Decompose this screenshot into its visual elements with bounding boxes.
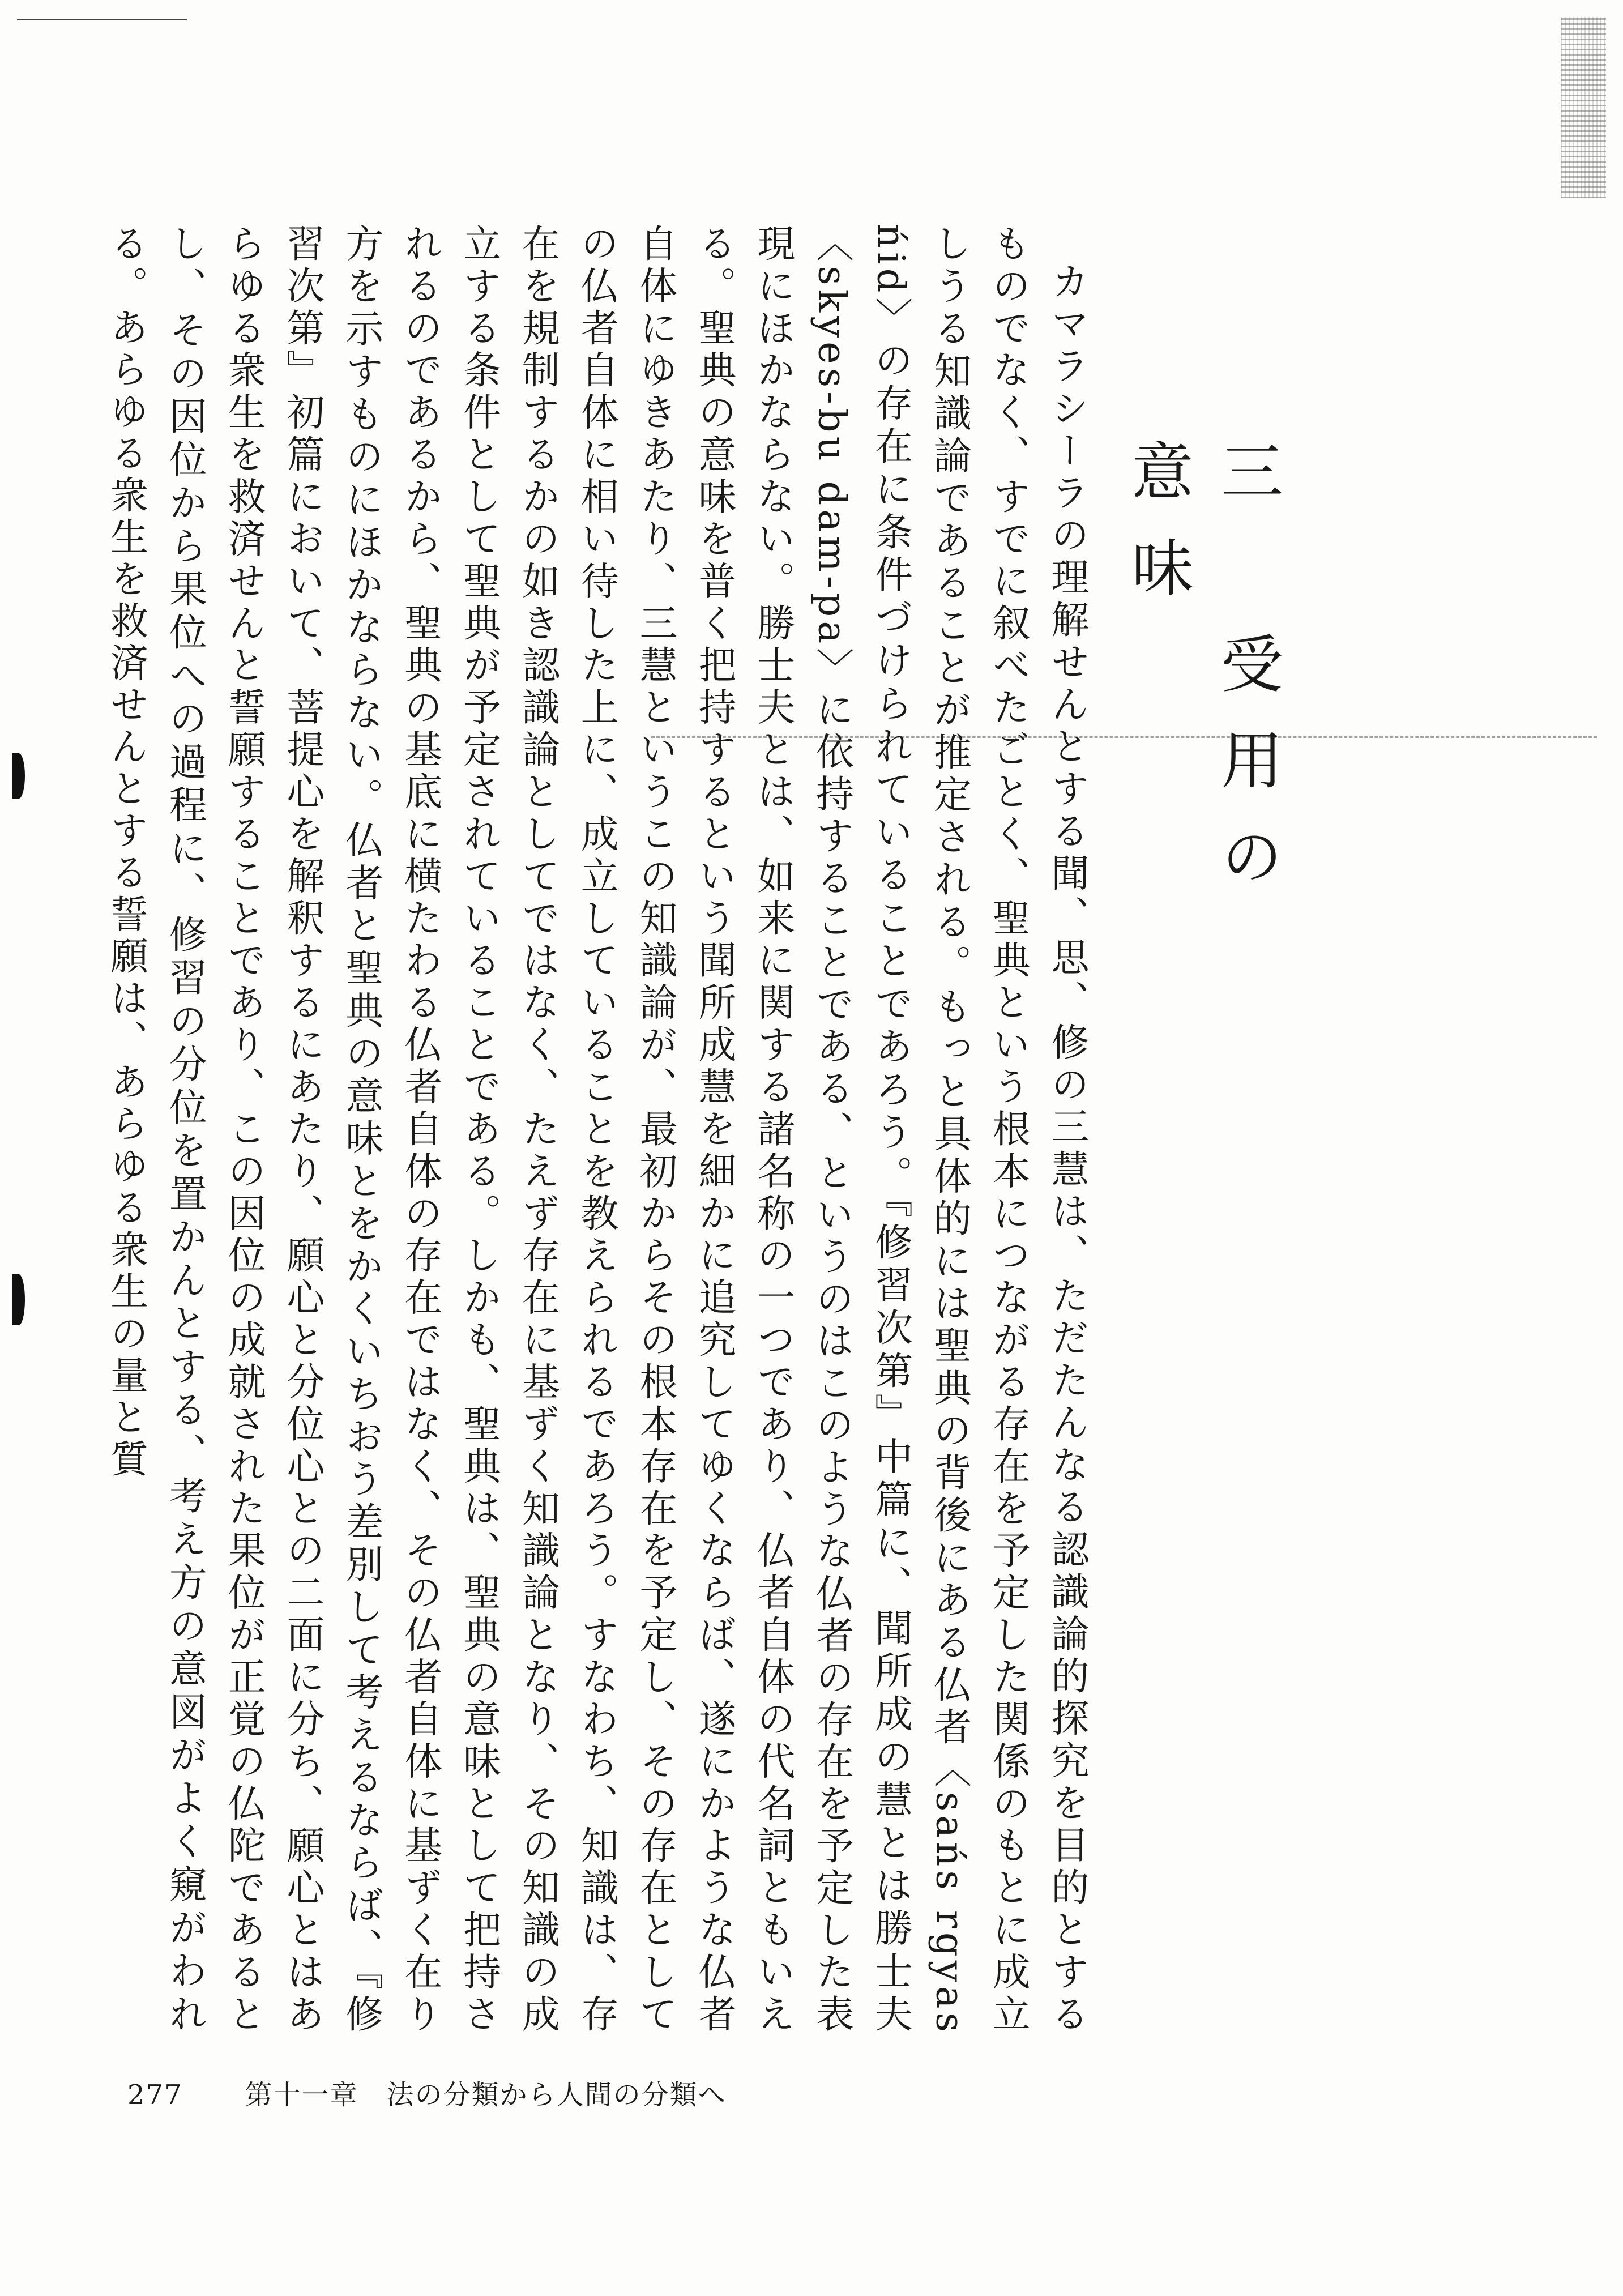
binder-hole-mark <box>12 753 25 799</box>
page-footer <box>127 2073 727 2112</box>
body-text-block <box>104 224 1096 2037</box>
body-paragraph: カマラシーラの理解せんとする聞、思、修の三慧は、ただたんなる認識論的探究を目的とするものでなく、すでに叙べたごとく、聖典という根本につながる存在を予定した関係のもとに成立しうる知識論であることが推定される。もっと具体的には聖典の背後にある仏者〈sańs rgyas ńid〉の存在に条件づけられていることであろう。『修習次第』中篇に、聞所成の慧とは勝士夫〈skyes-bu dam-pa〉に依持することである、というのはこのような仏者の存在を予定した表現にほかならない。勝士夫とは、如来に関する諸名称の一つであり、仏者自体の代名詞ともいえる。聖典の意味を普く把持するという聞所成慧を細かに追究してゆくならば、遂にかような仏者自体にゆきあたり、三慧というこの知識論が、最初からその根本存在を予定し、その存在としての仏者自体に相い待した上に、成立していることを教えられるであろう。すなわち、知識は、存在を規制するかの如き認識論としてではなく、たえず存在に基ずく知識論となり、その知識の成立する条件として聖典が予定されていることである。しかも、聖典は、聖典の意味として把持されるのであるから、聖典の基底に横たわる仏者自体の存在ではなく、その仏者自体に基ずく在り方を示すものにほかならない。仏者と聖典の意味とをかくいちおう差別して考えるならば、『修習次第』初篇において、菩提心を解釈するにあたり、願心と分位心との二面に分ち、願心とはあらゆる衆生を救済せんと誓願することであり、この因位の成就された果位が正覚の仏陀であるとし、その因位から果位への過程に、修習の分位を置かんとする、考え方の意図がよく窺がわれる。あらゆる衆生を救済せんとする誓願は、あらゆる衆生の量と質 <box>104 224 1090 2037</box>
scan-edge-noise <box>1561 17 1606 198</box>
section-heading: 三 受用の意味 <box>1121 439 1283 920</box>
scan-top-rule <box>17 19 187 20</box>
running-chapter-title: 第十一章 法の分類から人間の分類へ <box>245 2079 727 2111</box>
binder-hole-mark <box>12 1274 25 1325</box>
page-number: 277 <box>127 2079 183 2111</box>
